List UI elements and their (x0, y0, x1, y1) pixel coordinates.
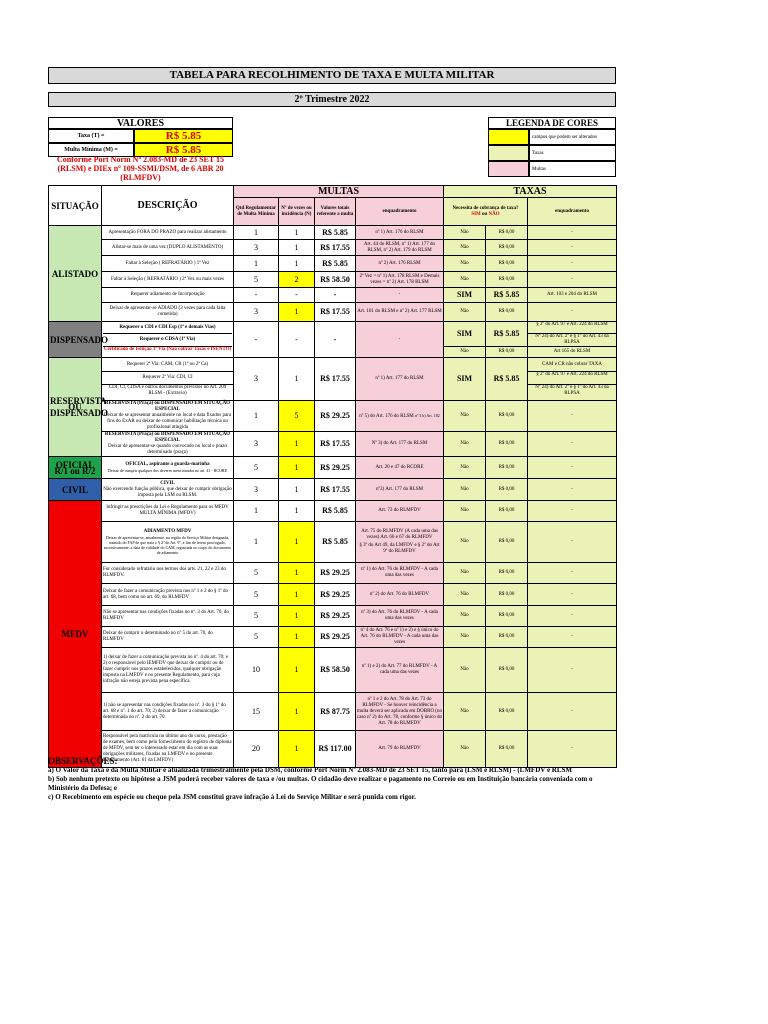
header-nvezes: Nº de vezes ou incidência (N) (279, 198, 315, 226)
row-enq: nº 3) do Art. 76 do RLMFDV - A cada uma das vezes (356, 606, 444, 627)
row-qtd[interactable]: 3 (234, 240, 279, 256)
row-n[interactable]: 1 (279, 479, 315, 501)
desc-isencao: Certificado de Isenção 1ª Via (Não cobrar Taxas é ISENTO) (103, 347, 232, 352)
row-enq: nº 1) Art. 177 do RLSM (356, 358, 444, 401)
row-taxa-enq: - (528, 432, 617, 457)
desc-body: Deixar de cumprir qualquer dos deveres mencionados no art. 41 - RCORE (107, 467, 228, 473)
row-enq: Art. 20 e 47 do RCORE (356, 457, 444, 479)
desc-title: Infringir as prescrições da Lei e Regulamento para os MFDV (106, 505, 229, 510)
necessita-ou: ou (482, 211, 488, 217)
desc-2via-cam: Requerer 2ª Via: CAM, CR (1ª ou 2ª Ca) (102, 358, 233, 372)
row-valor: R$ 17.55 (315, 358, 356, 401)
row-taxa-valor: R$ 0,00 (486, 457, 528, 479)
row-nec[interactable]: Não (444, 563, 486, 584)
row-qtd[interactable]: 1 (234, 226, 279, 240)
legend-label-editable: campos que podem ser alterados (529, 129, 616, 145)
row-enq: 2ª Vez = nº 1) Art. 178 RLSM e Demais vezes = nº 2) Art. 178 RLSM (356, 272, 444, 288)
situacao-dispensado: DISPENSADO (49, 322, 102, 358)
row-n[interactable]: 1 (279, 256, 315, 272)
row-n[interactable]: 1 (279, 693, 315, 731)
row-taxa-enq: - (528, 303, 617, 322)
row-taxa-valor: R$ 0,00 (486, 648, 528, 693)
necessita-text: Necessita de cobrança de taxa? (452, 205, 519, 211)
header-taxas: TAXAS (444, 186, 617, 198)
row-qtd[interactable]: 3 (234, 479, 279, 501)
taxa-label: Taxa (T) = (48, 129, 134, 143)
row-n[interactable]: 5 (279, 401, 315, 432)
desc-body: Deixar de apresentar-se, anualmente, na região do Serviço Militar designada, munido do FAP de que trata o § 2º do Art. 9º, a fim de terem prorrogado, sucessivamente, a data de validade do CAM, registrada no corpo do documento de adiamento (103, 535, 232, 555)
desc-2via-cdi: Requerer 2ª Via: CDI, CI (102, 372, 233, 385)
row-qtd[interactable]: 3 (234, 432, 279, 457)
enq-small: nº 3 b) Art. 182 (415, 412, 440, 418)
taxa-enq-2: § 2º do Art. 97 e Art. 224 do RLSM (528, 372, 616, 385)
page-title: TABELA PARA RECOLHIMENTO DE TAXA E MULTA MILITAR (48, 67, 616, 84)
row-taxa-enq: - (528, 226, 617, 240)
row-nec[interactable]: Não (444, 432, 486, 457)
row-desc: 1) não se apresentar nas condições fixadas no nº. 3 do § 1º do art. 68 e nº. 1 do art. 70; 2) deixar de fazer a comunicação determinada no nº. 2 do art. 70. (102, 693, 234, 731)
fee-table (48, 185, 617, 768)
situacao-mfdv: MFDV (49, 501, 102, 768)
observacao-c: c) O Recebimento em espécie ou cheque pela JSM constitui grave infração à Lei do Serviço Militar e será punida com rigor. (48, 793, 416, 801)
row-nec[interactable]: Não (444, 731, 486, 768)
row-nec[interactable]: Não (444, 627, 486, 648)
nec-nao[interactable]: Não (460, 349, 469, 354)
row-taxa-enq: - (528, 522, 617, 563)
table-row (49, 358, 617, 401)
row-taxa-enq: Art. 103 e 204 do RLSM (528, 288, 617, 303)
row-valor: R$ 29.25 (315, 457, 356, 479)
row-n[interactable]: 1 (279, 432, 315, 457)
row-enq: nº 4 do Art. 76 e nº 1) e 2) e § único do Art. 76 do RLMFDV - A cada uma das vezes (356, 627, 444, 648)
row-qtd[interactable]: 5 (234, 606, 279, 627)
table-row (49, 401, 617, 432)
table-row (49, 432, 617, 457)
table-row (49, 479, 617, 501)
row-nec[interactable]: Não (444, 584, 486, 606)
row-desc: Requerer adiamento de Incorporação (102, 288, 234, 303)
taxa-enq-2: Nº 24) do Art. 2º e § 1º do Art. 43 da RLPSA (528, 334, 616, 347)
table-row (49, 322, 617, 358)
row-taxa-enq: - (528, 627, 617, 648)
row-n[interactable]: 1 (279, 606, 315, 627)
row-valor: R$ 58.50 (315, 272, 356, 288)
row-valor: R$ 117.00 (315, 731, 356, 768)
desc-title: RESERVISTA (Praça) ou DISPENSADO EM SITUAÇÃO ESPECIAL (104, 432, 231, 443)
taxa-enq-1: CAM e CR não cobrar TAXA (528, 358, 616, 372)
row-enq: nº 1) e 2) do Art. 77 do RLMFDV - A cada uma das vezes (356, 648, 444, 693)
row-valor: R$ 87.75 (315, 693, 356, 731)
row-valor: R$ 29.25 (315, 627, 356, 648)
header-necessita (444, 198, 528, 226)
row-desc: Deixar de apresentar-se ADIADO (3 vezes para cada falta cometida) (102, 303, 234, 322)
row-qtd[interactable]: 3 (234, 303, 279, 322)
row-qtd[interactable]: 5 (234, 457, 279, 479)
row-valor: R$ 29.25 (315, 584, 356, 606)
conforme-note: Conforme Port Norm Nº 2.083-MD de 23 SET 15 (RLSM) e DIEx nº 109-SSMI/DSM, de 6 ABR 20 (RLMFDV) (56, 155, 225, 182)
row-enq: - (356, 322, 444, 358)
taxa-valor-nao: R$ 0,00 (498, 349, 515, 354)
legenda-header: LEGENDA DE CORES (488, 117, 616, 129)
row-valor: R$ 5.85 (315, 256, 356, 272)
row-qtd[interactable]: 1 (234, 256, 279, 272)
desc-body: MULTA MÍNIMA (MFDV) (139, 511, 196, 516)
observacoes-header: OBSERVAÇÕES: (48, 756, 118, 766)
table-row (49, 501, 617, 522)
page-subtitle: 2º Trimestre 2022 (48, 92, 616, 107)
enq-text-2: § 3º do Art 49, da LMFDV e § 2º do Art 9º do RLMFDV (359, 543, 440, 554)
row-enq: nº 1) do Art. 76 do RLMFDV - A cada uma das vezes (356, 563, 444, 584)
row-n: - (279, 322, 315, 358)
observacao-a: a) O Valor da Taxa e da Multa Militar é atualizada trimestralmente pela DSM, conforme Port Norm Nº 2.083-MD de 23 SET 15, tanto para (LSM e RLSM) - (LMFDV e RLSM (48, 766, 573, 774)
row-nec (444, 322, 486, 358)
row-valor: R$ 5.85 (315, 226, 356, 240)
row-enq: nº 2) Art. 176 RLSM (356, 256, 444, 272)
row-qtd[interactable]: 1 (234, 401, 279, 432)
necessita-nao: NÃO (488, 211, 500, 217)
row-desc: Deixar de cumprir o determinado no nº 5 do art. 70, do RLMFDV (102, 627, 234, 648)
legend-swatch-taxas (488, 145, 529, 161)
row-desc: Deixar de fazer a comunicação prevista nos nº 1 e 2 do § 1º do art. 68, bem como no art. 69, do RLMFDV (102, 584, 234, 606)
desc-body: Não exercendo função pública, que deixar de cumprir obrigação imposta pela LSM ou RLSM. (103, 486, 232, 498)
row-desc (102, 432, 234, 457)
row-enq: nº 1 e 2 do Art. 78 do Art. 73 do RLMFDV - Se houver reincidência a multa deverá ser aplicada em DOBRO (no caso nº 2) do Art. 78, conforme § único do Art. 78 do RLMFDV (356, 693, 444, 731)
table-row (49, 457, 617, 479)
row-n[interactable]: 1 (279, 226, 315, 240)
row-nec[interactable]: Não (444, 501, 486, 522)
row-nec[interactable]: Não (444, 256, 486, 272)
row-valor: R$ 58.50 (315, 648, 356, 693)
table-row (49, 693, 617, 731)
row-qtd[interactable]: 20 (234, 731, 279, 768)
row-taxa-enq: - (528, 584, 617, 606)
row-qtd[interactable]: 10 (234, 648, 279, 693)
row-enq: Art. 79 do RLMFDV (356, 731, 444, 768)
nec-sim[interactable]: SIM (444, 322, 485, 347)
desc-cdsa: Requerer o CDSA (1ª Via) (103, 334, 232, 347)
row-desc (102, 358, 234, 401)
row-desc (102, 522, 234, 563)
row-taxa-valor: R$ 0,00 (486, 303, 528, 322)
row-valor: - (315, 322, 356, 358)
row-desc (102, 479, 234, 501)
header-enquadramento-taxa: enquadramento (528, 198, 617, 226)
row-qtd[interactable]: 1 (234, 501, 279, 522)
row-taxa-enq (528, 322, 617, 358)
row-n[interactable]: 1 (279, 648, 315, 693)
observacoes (48, 757, 616, 802)
multa-value[interactable]: R$ 5.85 (134, 143, 233, 157)
row-enq: Art. 73 do RLMFDV (356, 501, 444, 522)
row-taxa-enq: - (528, 563, 617, 584)
row-enq: nº2) Art. 177 do RLSM (356, 479, 444, 501)
row-taxa-valor: R$ 0,00 (486, 226, 528, 240)
legend-label-taxas: Taxas (529, 145, 616, 161)
desc-title: OFICIAL, aspirante a guarda-marinha (125, 461, 210, 467)
enq-text: Art. 75 do RLMFDV (A cada uma das vezes) Art. 66 e 67 do RLMFDV (361, 529, 438, 540)
row-valor: R$ 5.85 (315, 501, 356, 522)
row-valor: R$ 29.25 (315, 563, 356, 584)
row-n[interactable]: 1 (279, 457, 315, 479)
row-n[interactable]: 1 (279, 563, 315, 584)
row-nec[interactable]: Não (444, 479, 486, 501)
enq-text: nº 5) do Art. 176 do RLSM (359, 413, 414, 419)
table-row (49, 522, 617, 563)
situacao-reservista: RESERVISTA OU DISPENSADO (49, 358, 102, 457)
row-nec[interactable]: Não (444, 226, 486, 240)
table-row (49, 584, 617, 606)
row-nec[interactable]: Não (444, 457, 486, 479)
row-enq: nº 1) Art. 176 do RLSM (356, 226, 444, 240)
row-nec[interactable]: Não (444, 401, 486, 432)
row-taxa-enq: - (528, 401, 617, 432)
taxa-value[interactable]: R$ 5.85 (134, 129, 233, 143)
row-desc (102, 501, 234, 522)
row-taxa-valor: R$ 0,00 (486, 693, 528, 731)
row-taxa-valor: R$ 5.85 (486, 358, 528, 401)
row-taxa-valor: R$ 5.85 (486, 288, 528, 303)
row-qtd[interactable]: 5 (234, 272, 279, 288)
row-taxa-valor: R$ 0,00 (486, 272, 528, 288)
row-taxa-valor: R$ 0,00 (486, 432, 528, 457)
row-desc (102, 322, 234, 358)
row-desc: Alistar-se mais de uma vez (DUPLO ALISTAMENTO) (102, 240, 234, 256)
observacao-b: b) Sob nenhum pretexto ou hipótese a JSM poderá receber valores de taxa e /ou multas. O cidadão deve realizar o pagamento no Correio ou em Instituição bancária conveniada com o Ministério da Defesa; e (48, 775, 593, 792)
legend-label-multas: Multas (529, 161, 616, 177)
row-qtd[interactable]: 1 (234, 522, 279, 563)
row-n[interactable]: 1 (279, 627, 315, 648)
necessita-sim: SIM (471, 211, 481, 217)
header-enquadramento: enquadramento (356, 198, 444, 226)
row-nec[interactable]: Não (444, 522, 486, 563)
row-enq (356, 401, 444, 432)
row-nec[interactable]: Não (444, 693, 486, 731)
row-valor: - (315, 288, 356, 303)
table-row (49, 606, 617, 627)
row-valor: R$ 17.55 (315, 432, 356, 457)
desc-title: RESERVISTA (Praça) ou DISPENSADO EM SITUAÇÃO ESPECIAL (104, 401, 231, 412)
table-row (49, 240, 617, 256)
row-enq (356, 522, 444, 563)
row-taxa-enq: - (528, 457, 617, 479)
row-taxa-valor: R$ 0,00 (486, 522, 528, 563)
row-taxa-valor (486, 322, 528, 358)
row-n: - (279, 288, 315, 303)
row-n[interactable]: 1 (279, 522, 315, 563)
desc-title: ADIAMENTO MFDV (143, 529, 192, 534)
row-desc: Faltar à Seleção ( REFRATÁRIO ) 1ª Vez (102, 256, 234, 272)
row-taxa-valor: R$ 0,00 (486, 401, 528, 432)
table-row (49, 226, 617, 240)
row-desc: Responsável pela matrícula no último ano do curso, prestação de exames, bem como pelo fornecimento do registro de diploma de MFDV, sem ter o interessado estar em dia com as suas obrigações militares, fixadas na LMFDV e no presente Regulamento (Art. 61 da LMFDV) (102, 731, 234, 768)
row-qtd[interactable]: 5 (234, 627, 279, 648)
row-taxa-valor: R$ 0,00 (486, 627, 528, 648)
row-valor: R$ 17.55 (315, 479, 356, 501)
row-n[interactable]: 1 (279, 584, 315, 606)
row-desc: Apresentação FORA DO PRAZO para realizar alistamento (102, 226, 234, 240)
row-n[interactable]: 1 (279, 358, 315, 401)
table-row (49, 563, 617, 584)
table-row (49, 256, 617, 272)
row-nec[interactable]: Não (444, 240, 486, 256)
legend-swatch-multas (488, 161, 529, 177)
situacao-civil: CIVIL (49, 479, 102, 501)
row-desc: Não se apresentar nas condições fixadas no nº. 3 do Art. 70, do RLMFDV (102, 606, 234, 627)
row-qtd[interactable]: 5 (234, 563, 279, 584)
row-taxa-valor: R$ 0,00 (486, 240, 528, 256)
row-valor: R$ 5.85 (315, 522, 356, 563)
row-desc (102, 457, 234, 479)
row-valor: R$ 17.55 (315, 240, 356, 256)
row-qtd: - (234, 288, 279, 303)
situacao-oficial: OFICIAL R/1 ou R/2 (49, 457, 102, 479)
taxa-enq-3: Art 165 do RLSM (553, 349, 591, 354)
desc-extravio: CDI, CI, CDSA e outros documentos previstos no Art. 209 RLSM - (Extravio) (108, 385, 227, 396)
table-row (49, 303, 617, 322)
row-taxa-valor: R$ 0,00 (486, 563, 528, 584)
row-taxa-enq: - (528, 272, 617, 288)
desc-cdi: Requerer o CDI e CDI Esp (1ª e demais Vias) (103, 322, 232, 334)
desc-title: CIVIL (160, 480, 175, 486)
desc-body: Deixar de apresentar-se quando convocado no local e prazo determinado (praça) (107, 444, 227, 455)
row-valor: R$ 29.25 (315, 606, 356, 627)
row-n[interactable]: 1 (279, 240, 315, 256)
taxa-valor-sim: R$ 5.85 (486, 322, 527, 347)
row-taxa-enq: - (528, 479, 617, 501)
row-n[interactable]: 1 (279, 731, 315, 768)
row-n[interactable]: 2 (279, 272, 315, 288)
legend-swatch-editable (488, 129, 529, 145)
row-taxa-valor: R$ 0,00 (486, 584, 528, 606)
row-nec[interactable]: Não (444, 272, 486, 288)
row-taxa-enq: - (528, 693, 617, 731)
row-taxa-enq: - (528, 731, 617, 768)
header-situacao: SITUAÇÃO (49, 186, 102, 226)
taxa-enq-1: § 2º do Art. 97 e Art. 224 do RLSM (528, 322, 616, 334)
header-descricao: DESCRIÇÃO (102, 186, 234, 226)
row-taxa-valor: R$ 0,00 (486, 501, 528, 522)
row-desc (102, 401, 234, 432)
row-nec[interactable]: SIM (444, 358, 486, 401)
header-qtd: Qtd Regulamentar de Multa Mínima (234, 198, 279, 226)
row-desc: 1) deixar de fazer a comunicação prevista no nº. 4 do art. 70; e 2) o responsável pelo IEMFDV que deixar de cumprir ou de fazer cumprir nos prazos estabelecidos, qualquer obrigação imposta na LMFDV e no presente Regulamento, para cuja infração não esteja prevista pena específica. (102, 648, 234, 693)
row-taxa-enq: - (528, 240, 617, 256)
row-qtd[interactable]: 3 (234, 358, 279, 401)
row-nec[interactable]: Não (444, 648, 486, 693)
row-enq: Art. 101 do RLSM e nº 2) Art. 177 RLSM (356, 303, 444, 322)
table-row (49, 288, 617, 303)
row-valor: R$ 17.55 (315, 303, 356, 322)
row-taxa-enq (528, 358, 617, 401)
row-qtd: - (234, 322, 279, 358)
desc-body: Deixar de se apresentar anualmente no local e data fixados para fins do ExAR ou deixar de comunicar habilitação técnica ou profissional atingida (103, 413, 232, 430)
header-valores: Valores totais referente a multa (315, 198, 356, 226)
row-nec[interactable]: Não (444, 303, 486, 322)
row-taxa-valor: R$ 0,00 (486, 731, 528, 768)
valores-header: VALORES (48, 117, 233, 129)
row-valor: R$ 29.25 (315, 401, 356, 432)
row-desc: For considerado refratário nos termos dos arts. 21, 22 e 23 do RLMFDV. (102, 563, 234, 584)
row-qtd[interactable]: 15 (234, 693, 279, 731)
row-taxa-enq: - (528, 501, 617, 522)
row-n[interactable]: 1 (279, 303, 315, 322)
table-row (49, 272, 617, 288)
row-n[interactable]: 1 (279, 501, 315, 522)
row-taxa-valor: R$ 0,00 (486, 606, 528, 627)
row-enq: Nº 3) do Art. 177 do RLSM (356, 432, 444, 457)
taxa-enq-3: Nº 24) do Art. 2º e § 1º do Art. 43 da RLPSA (535, 385, 609, 396)
row-taxa-valor: R$ 0,00 (486, 479, 528, 501)
row-taxa-valor: R$ 0,00 (486, 256, 528, 272)
row-enq: Art. 44 do RLSM, nº 1) Art. 177 do RLSM, nº 2) Art. 179 do RLSM (356, 240, 444, 256)
row-nec[interactable]: SIM (444, 288, 486, 303)
table-row (49, 648, 617, 693)
row-taxa-enq: - (528, 648, 617, 693)
row-enq: - (356, 288, 444, 303)
row-taxa-enq: - (528, 256, 617, 272)
header-multas: MULTAS (234, 186, 444, 198)
row-nec[interactable]: Não (444, 606, 486, 627)
table-row (49, 627, 617, 648)
row-desc: Faltar à Seleção ( REFRATÁRIO ) 2ª Vez ou mais vezes (102, 272, 234, 288)
multa-label: Multa Mínima (M) = (48, 143, 134, 157)
situacao-alistado: ALISTADO (49, 226, 102, 322)
row-enq: nº 2) do Art. 76 do RLMFDV (356, 584, 444, 606)
row-taxa-enq: - (528, 606, 617, 627)
row-qtd[interactable]: 5 (234, 584, 279, 606)
